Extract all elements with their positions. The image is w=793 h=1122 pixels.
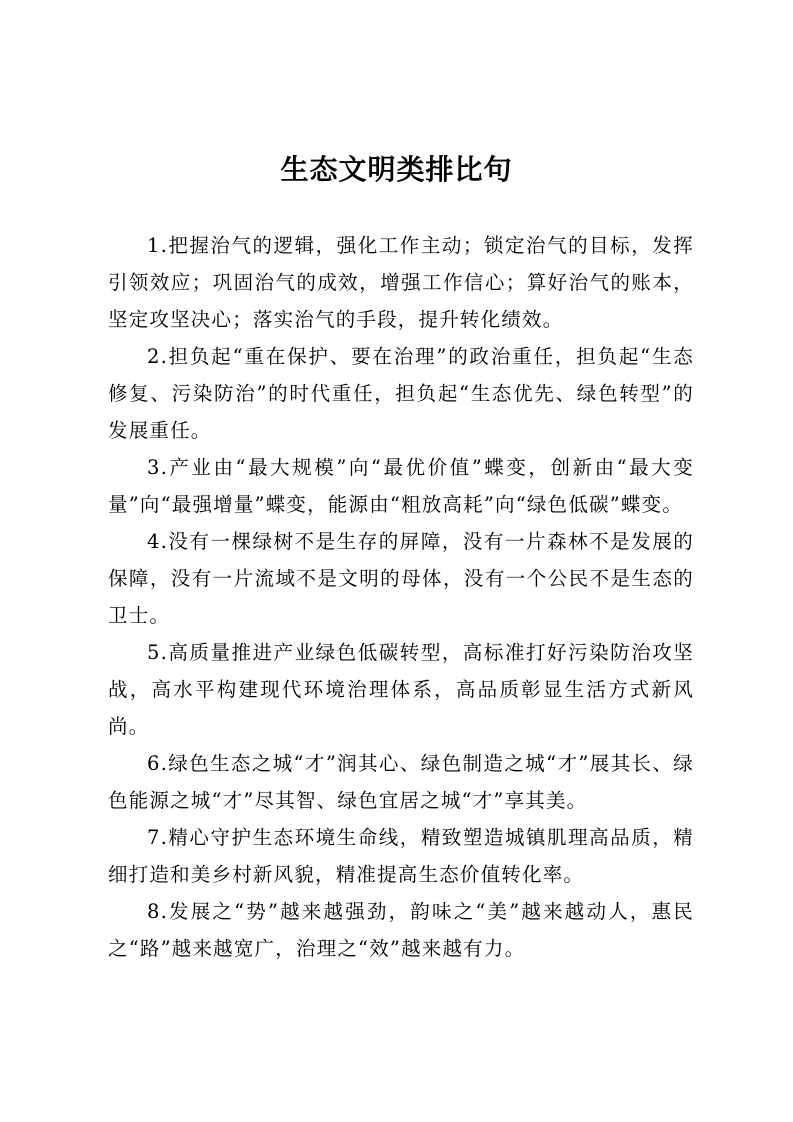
paragraph: 5.高质量推进产业绿色低碳转型，高标准打好污染防治攻坚战，高水平构建现代环境治理体系，高品质彰显生活方式新风尚。 — [108, 641, 694, 738]
paragraph: 6.绿色生态之城“才”润其心、绿色制造之城“才”展其长、绿色能源之城“才”尽其智、绿色宜居之城“才”享其美。 — [108, 752, 694, 812]
paragraph: 1.把握治气的逻辑，强化工作主动；锁定治气的目标，发挥引领效应；巩固治气的成效，增强工作信心；算好治气的账本，坚定攻坚决心；落实治气的手段，提升转化绩效。 — [108, 234, 694, 331]
paragraph: 7.精心守护生态环境生命线，精致塑造城镇肌理高品质，精细打造和美乡村新风貌，精准提高生态价值转化率。 — [108, 826, 694, 886]
document-title: 生态文明类排比句 — [280, 153, 513, 186]
paragraph: 8.发展之“势”越来越强劲，韵味之“美”越来越动人，惠民之“路”越来越宽广，治理之“效”越来越有力。 — [108, 900, 694, 960]
paragraph: 2.担负起“重在保护、要在治理”的政治重任，担负起“生态修复、污染防治”的时代重任，担负起“生态优先、绿色转型”的发展重任。 — [108, 345, 694, 442]
document-body — [108, 227, 694, 967]
paragraph: 4.没有一棵绿树不是生存的屏障，没有一片森林不是发展的保障，没有一片流域不是文明的母体，没有一个公民不是生态的卫士。 — [108, 530, 694, 627]
paragraph: 3.产业由“最大规模”向“最优价值”蝶变，创新由“最大变量”向“最强增量”蝶变，能源由“粗放高耗”向“绿色低碳”蝶变。 — [108, 456, 694, 516]
